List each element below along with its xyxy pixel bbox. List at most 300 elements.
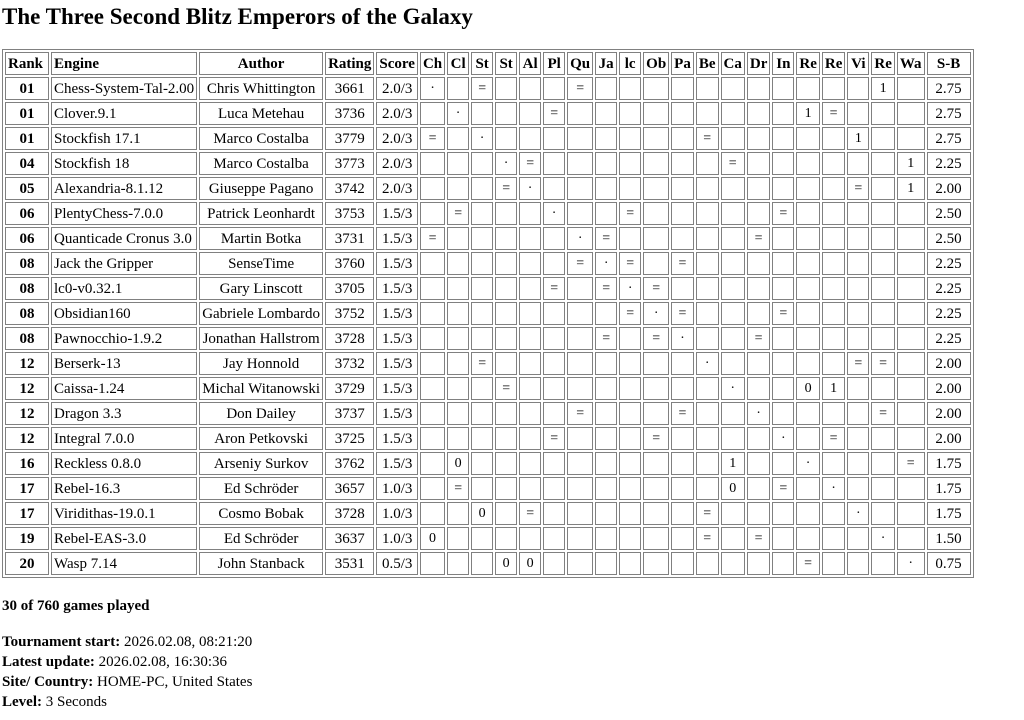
result-cell <box>671 452 694 475</box>
result-cell <box>543 152 565 175</box>
result-cell: 1 <box>796 102 820 125</box>
rating-cell: 3760 <box>325 252 374 275</box>
result-cell <box>822 452 846 475</box>
result-cell <box>897 102 925 125</box>
rating-cell: 3762 <box>325 452 374 475</box>
result-cell: = <box>495 377 517 400</box>
engine-cell: Rebel-EAS-3.0 <box>51 527 197 550</box>
result-cell <box>772 527 794 550</box>
result-cell <box>871 127 895 150</box>
sb-cell: 2.00 <box>927 402 971 425</box>
result-cell <box>796 352 820 375</box>
result-cell: = <box>447 477 469 500</box>
result-cell <box>897 252 925 275</box>
author-cell: Patrick Leonhardt <box>199 202 323 225</box>
result-cell <box>822 227 846 250</box>
header-opponent: Re <box>796 52 820 75</box>
result-cell <box>772 277 794 300</box>
info-value: HOME-PC, United States <box>97 674 253 690</box>
engine-cell: lc0-v0.32.1 <box>51 277 197 300</box>
result-cell: · <box>696 352 719 375</box>
result-cell: 1 <box>822 377 846 400</box>
rating-cell: 3732 <box>325 352 374 375</box>
rank-cell: 08 <box>5 302 49 325</box>
header-score: Score <box>376 52 418 75</box>
result-cell <box>595 202 617 225</box>
result-cell <box>847 477 869 500</box>
result-cell: = <box>871 402 895 425</box>
result-cell <box>420 402 445 425</box>
result-cell <box>567 177 593 200</box>
result-cell: · <box>447 102 469 125</box>
author-cell: Ed Schröder <box>199 527 323 550</box>
result-cell <box>643 477 669 500</box>
engine-cell: Quanticade Cronus 3.0 <box>51 227 197 250</box>
rating-cell: 3728 <box>325 327 374 350</box>
result-cell <box>871 152 895 175</box>
rank-cell: 12 <box>5 402 49 425</box>
rank-cell: 16 <box>5 452 49 475</box>
author-cell: Jonathan Hallstrom <box>199 327 323 350</box>
result-cell <box>447 252 469 275</box>
result-cell <box>822 127 846 150</box>
result-cell <box>567 302 593 325</box>
result-cell <box>519 102 541 125</box>
rating-cell: 3661 <box>325 77 374 100</box>
result-cell <box>822 327 846 350</box>
result-cell: = <box>847 352 869 375</box>
score-cell: 0.5/3 <box>376 552 418 575</box>
table-row <box>5 127 971 150</box>
result-cell <box>567 377 593 400</box>
result-cell <box>420 502 445 525</box>
result-cell <box>447 127 469 150</box>
info-label: Latest update: <box>2 654 95 670</box>
header-opponent: Pa <box>671 52 694 75</box>
result-cell <box>871 377 895 400</box>
result-cell <box>822 252 846 275</box>
result-cell <box>543 227 565 250</box>
result-cell: = <box>643 277 669 300</box>
games-summary: 30 of 760 games played <box>2 598 150 614</box>
result-cell <box>721 302 745 325</box>
author-cell: Giuseppe Pagano <box>199 177 323 200</box>
result-cell <box>822 277 846 300</box>
rank-cell: 01 <box>5 102 49 125</box>
rating-cell: 3773 <box>325 152 374 175</box>
score-cell: 1.5/3 <box>376 352 418 375</box>
result-cell <box>772 502 794 525</box>
result-cell: · <box>643 302 669 325</box>
table-row <box>5 452 971 475</box>
result-cell <box>519 352 541 375</box>
result-cell <box>643 352 669 375</box>
result-cell <box>619 377 641 400</box>
result-cell <box>519 527 541 550</box>
result-cell <box>519 402 541 425</box>
result-cell: = <box>747 227 771 250</box>
result-cell <box>696 427 719 450</box>
result-cell <box>772 402 794 425</box>
result-cell <box>619 552 641 575</box>
score-cell: 1.5/3 <box>376 302 418 325</box>
engine-cell: Viridithas-19.0.1 <box>51 502 197 525</box>
result-cell: = <box>897 452 925 475</box>
result-cell <box>543 527 565 550</box>
engine-cell: Rebel-16.3 <box>51 477 197 500</box>
result-cell <box>671 177 694 200</box>
result-cell <box>671 77 694 100</box>
result-cell: = <box>847 177 869 200</box>
result-cell <box>696 302 719 325</box>
result-cell: = <box>619 202 641 225</box>
sb-cell: 2.75 <box>927 77 971 100</box>
result-cell <box>567 127 593 150</box>
score-cell: 1.5/3 <box>376 252 418 275</box>
info-label: Tournament start: <box>2 634 121 650</box>
result-cell <box>871 452 895 475</box>
result-cell <box>747 202 771 225</box>
result-cell <box>897 202 925 225</box>
result-cell <box>747 502 771 525</box>
result-cell <box>796 127 820 150</box>
result-cell <box>595 302 617 325</box>
result-cell <box>619 452 641 475</box>
result-cell <box>643 252 669 275</box>
rank-cell: 12 <box>5 352 49 375</box>
result-cell: = <box>543 277 565 300</box>
result-cell: = <box>619 302 641 325</box>
tournament-info <box>2 632 1024 712</box>
result-cell <box>643 77 669 100</box>
result-cell <box>747 452 771 475</box>
result-cell <box>471 402 493 425</box>
result-cell <box>420 327 445 350</box>
result-cell: = <box>721 152 745 175</box>
header-opponent: Vi <box>847 52 869 75</box>
result-cell <box>847 302 869 325</box>
result-cell: = <box>519 152 541 175</box>
result-cell <box>543 502 565 525</box>
engine-cell: Clover.9.1 <box>51 102 197 125</box>
result-cell <box>643 452 669 475</box>
table-row <box>5 552 971 575</box>
result-cell <box>796 202 820 225</box>
result-cell: 0 <box>519 552 541 575</box>
engine-cell: Berserk-13 <box>51 352 197 375</box>
engine-cell: Caissa-1.24 <box>51 377 197 400</box>
result-cell: 1 <box>897 152 925 175</box>
sb-cell: 2.75 <box>927 102 971 125</box>
result-cell <box>543 77 565 100</box>
result-cell <box>643 202 669 225</box>
result-cell: = <box>619 252 641 275</box>
author-cell: Aron Petkovski <box>199 427 323 450</box>
result-cell <box>847 277 869 300</box>
result-cell: 1 <box>721 452 745 475</box>
result-cell <box>671 227 694 250</box>
result-cell: = <box>471 77 493 100</box>
result-cell <box>420 477 445 500</box>
result-cell: 0 <box>420 527 445 550</box>
rating-cell: 3779 <box>325 127 374 150</box>
result-cell <box>847 327 869 350</box>
result-cell: · <box>471 127 493 150</box>
author-cell: Ed Schröder <box>199 477 323 500</box>
rank-cell: 01 <box>5 127 49 150</box>
result-cell <box>772 177 794 200</box>
result-cell <box>471 527 493 550</box>
score-cell: 2.0/3 <box>376 152 418 175</box>
result-cell: 1 <box>847 127 869 150</box>
result-cell <box>595 402 617 425</box>
result-cell <box>567 202 593 225</box>
table-row <box>5 77 971 100</box>
result-cell <box>772 102 794 125</box>
result-cell: 1 <box>871 77 895 100</box>
result-cell <box>871 302 895 325</box>
result-cell <box>619 102 641 125</box>
result-cell <box>747 427 771 450</box>
result-cell <box>721 402 745 425</box>
result-cell <box>619 127 641 150</box>
result-cell <box>696 327 719 350</box>
result-cell <box>447 527 469 550</box>
score-cell: 1.0/3 <box>376 477 418 500</box>
result-cell: = <box>567 252 593 275</box>
result-cell <box>519 202 541 225</box>
result-cell <box>619 177 641 200</box>
result-cell <box>747 177 771 200</box>
result-cell <box>847 227 869 250</box>
table-row <box>5 427 971 450</box>
result-cell <box>671 277 694 300</box>
result-cell <box>796 477 820 500</box>
result-cell <box>721 552 745 575</box>
result-cell: · <box>897 552 925 575</box>
header-rating: Rating <box>325 52 374 75</box>
result-cell <box>847 377 869 400</box>
rating-cell: 3705 <box>325 277 374 300</box>
result-cell <box>471 327 493 350</box>
result-cell <box>696 277 719 300</box>
table-row <box>5 477 971 500</box>
sb-cell: 1.75 <box>927 477 971 500</box>
table-body <box>5 77 971 575</box>
result-cell <box>495 477 517 500</box>
result-cell: = <box>696 527 719 550</box>
info-label: Site/ Country: <box>2 674 94 690</box>
result-cell <box>447 152 469 175</box>
result-cell <box>721 352 745 375</box>
result-cell <box>822 402 846 425</box>
result-cell <box>721 77 745 100</box>
header-opponent: St <box>471 52 493 75</box>
result-cell <box>671 377 694 400</box>
engine-cell: Alexandria-8.1.12 <box>51 177 197 200</box>
score-cell: 1.5/3 <box>376 452 418 475</box>
result-cell <box>772 152 794 175</box>
author-cell: Luca Metehau <box>199 102 323 125</box>
result-cell: · <box>495 152 517 175</box>
rank-cell: 17 <box>5 477 49 500</box>
header-row <box>5 52 971 75</box>
result-cell <box>471 477 493 500</box>
result-cell <box>543 252 565 275</box>
rating-cell: 3729 <box>325 377 374 400</box>
result-cell <box>721 327 745 350</box>
result-cell <box>619 527 641 550</box>
header-opponent: In <box>772 52 794 75</box>
result-cell <box>671 502 694 525</box>
result-cell <box>822 352 846 375</box>
table-row <box>5 277 971 300</box>
result-cell: = <box>519 502 541 525</box>
score-cell: 2.0/3 <box>376 77 418 100</box>
result-cell <box>871 427 895 450</box>
result-cell <box>696 177 719 200</box>
author-cell: SenseTime <box>199 252 323 275</box>
result-cell <box>721 502 745 525</box>
table-row <box>5 227 971 250</box>
table-row <box>5 177 971 200</box>
result-cell <box>543 127 565 150</box>
result-cell <box>567 502 593 525</box>
result-cell <box>595 527 617 550</box>
result-cell <box>643 177 669 200</box>
result-cell: = <box>643 427 669 450</box>
result-cell <box>495 402 517 425</box>
result-cell <box>619 352 641 375</box>
result-cell <box>796 252 820 275</box>
rating-cell: 3531 <box>325 552 374 575</box>
result-cell <box>643 152 669 175</box>
engine-cell: PlentyChess-7.0.0 <box>51 202 197 225</box>
result-cell <box>471 102 493 125</box>
table-row <box>5 302 971 325</box>
result-cell <box>420 252 445 275</box>
info-value: 3 Seconds <box>45 694 107 710</box>
header-author: Author <box>199 52 323 75</box>
rating-cell: 3637 <box>325 527 374 550</box>
rank-cell: 08 <box>5 252 49 275</box>
author-cell: Gary Linscott <box>199 277 323 300</box>
result-cell <box>847 152 869 175</box>
result-cell <box>643 227 669 250</box>
author-cell: Jay Honnold <box>199 352 323 375</box>
sb-cell: 0.75 <box>927 552 971 575</box>
result-cell <box>822 302 846 325</box>
result-cell: · <box>671 327 694 350</box>
rating-cell: 3736 <box>325 102 374 125</box>
table-row <box>5 252 971 275</box>
result-cell <box>495 227 517 250</box>
engine-cell: Stockfish 17.1 <box>51 127 197 150</box>
result-cell <box>471 252 493 275</box>
result-cell <box>471 552 493 575</box>
result-cell <box>420 302 445 325</box>
result-cell <box>643 527 669 550</box>
result-cell <box>471 377 493 400</box>
result-cell <box>619 227 641 250</box>
table-row <box>5 377 971 400</box>
result-cell <box>643 102 669 125</box>
result-cell <box>796 77 820 100</box>
sb-cell: 2.25 <box>927 327 971 350</box>
result-cell <box>897 277 925 300</box>
result-cell <box>871 177 895 200</box>
engine-cell: Obsidian160 <box>51 302 197 325</box>
result-cell <box>519 477 541 500</box>
header-opponent: Qu <box>567 52 593 75</box>
result-cell: 0 <box>471 502 493 525</box>
result-cell <box>495 202 517 225</box>
result-cell <box>495 102 517 125</box>
result-cell <box>696 102 719 125</box>
result-cell <box>471 452 493 475</box>
result-cell <box>543 377 565 400</box>
result-cell <box>420 452 445 475</box>
result-cell <box>871 552 895 575</box>
result-cell <box>495 127 517 150</box>
result-cell <box>543 552 565 575</box>
result-cell <box>471 177 493 200</box>
result-cell <box>796 527 820 550</box>
result-cell <box>543 477 565 500</box>
result-cell <box>897 127 925 150</box>
author-cell: Cosmo Bobak <box>199 502 323 525</box>
result-cell <box>796 327 820 350</box>
score-cell: 1.5/3 <box>376 402 418 425</box>
rank-cell: 04 <box>5 152 49 175</box>
result-cell: = <box>567 402 593 425</box>
header-opponent: Wa <box>897 52 925 75</box>
result-cell <box>643 127 669 150</box>
table-row <box>5 527 971 550</box>
result-cell <box>696 152 719 175</box>
result-cell <box>420 102 445 125</box>
result-cell: · <box>847 502 869 525</box>
result-cell: = <box>696 127 719 150</box>
sb-cell: 2.00 <box>927 177 971 200</box>
rank-cell: 06 <box>5 202 49 225</box>
rank-cell: 05 <box>5 177 49 200</box>
header-opponent: Dr <box>747 52 771 75</box>
result-cell: = <box>495 177 517 200</box>
result-cell <box>519 327 541 350</box>
result-cell <box>671 552 694 575</box>
result-cell <box>619 77 641 100</box>
result-cell <box>543 352 565 375</box>
result-cell <box>796 427 820 450</box>
header-engine: Engine <box>51 52 197 75</box>
result-cell <box>747 77 771 100</box>
result-cell <box>567 552 593 575</box>
result-cell <box>871 477 895 500</box>
info-line <box>2 692 1024 712</box>
result-cell <box>897 402 925 425</box>
result-cell: · <box>519 177 541 200</box>
result-cell <box>897 427 925 450</box>
result-cell: = <box>671 302 694 325</box>
result-cell <box>420 427 445 450</box>
header-opponent: Ob <box>643 52 669 75</box>
result-cell <box>772 352 794 375</box>
rank-cell: 17 <box>5 502 49 525</box>
rank-cell: 12 <box>5 377 49 400</box>
score-cell: 1.5/3 <box>376 277 418 300</box>
result-cell <box>897 302 925 325</box>
